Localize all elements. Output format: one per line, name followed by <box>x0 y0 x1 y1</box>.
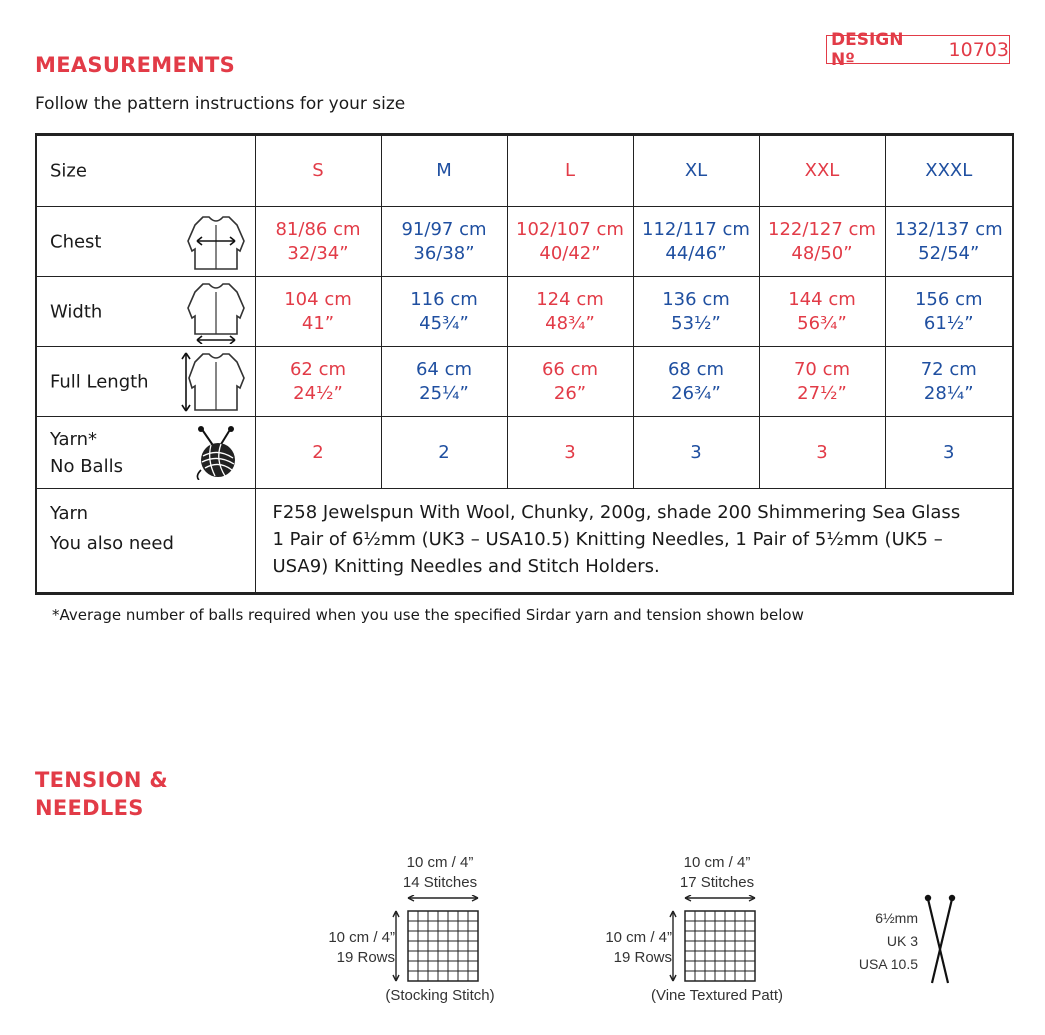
size-label: Size <box>50 160 87 182</box>
subtitle: Follow the pattern instructions for your size <box>35 94 406 114</box>
chest-row <box>36 207 1013 277</box>
needle-size-labels: 6½mm UK 3 USA 10.5 <box>858 910 918 972</box>
length-cell: 72 cm 28¼” <box>885 347 1013 417</box>
swatch1-height-labels: 10 cm / 4” 19 Rows <box>328 929 395 966</box>
yarn-label: Yarn <box>50 503 89 524</box>
width-cell: 124 cm 48¾” <box>507 277 633 347</box>
balls-label: Yarn* No Balls <box>50 428 123 477</box>
width-cell: 104 cm 41” <box>255 277 381 347</box>
chest-label-cell <box>36 207 255 277</box>
measurements-title: MEASUREMENTS <box>35 53 236 77</box>
balls-cell: 3 <box>633 417 759 489</box>
swatch2-width-labels: 10 cm / 4” 17 Stitches <box>679 854 755 891</box>
needles-line: 1 Pair of 6½mm (UK3 – USA10.5) Knitting Needles, 1 Pair of 5½mm (UK5 – <box>272 529 943 550</box>
length-cell: 68 cm 26¾” <box>633 347 759 417</box>
balls-cell: 2 <box>381 417 507 489</box>
balls-cell: 3 <box>885 417 1013 489</box>
size-header: M <box>381 135 507 207</box>
width-label-cell <box>36 277 255 347</box>
width-garment-icon <box>185 280 247 344</box>
chest-cell: 91/97 cm 36/38” <box>381 207 507 277</box>
swatch2-caption: (Vine Textured Patt) <box>650 987 784 1004</box>
balls-row <box>36 417 1013 489</box>
yarn-row <box>36 489 1013 594</box>
size-header: XL <box>633 135 759 207</box>
yarn-ball-icon <box>193 426 243 480</box>
swatch1-caption: (Stocking Stitch) <box>385 987 495 1004</box>
width-cell: 136 cm 53½” <box>633 277 759 347</box>
chest-garment-icon <box>185 211 247 273</box>
length-cell: 70 cm 27½” <box>759 347 885 417</box>
design-label: DESIGN Nº <box>831 29 904 70</box>
balls-cell: 2 <box>255 417 381 489</box>
row-label: Width <box>50 301 103 322</box>
length-cell: 66 cm 26” <box>507 347 633 417</box>
design-number-box <box>826 29 1010 70</box>
length-garment-icon <box>181 350 247 414</box>
needles-line: USA9) Knitting Needles and Stitch Holders. <box>272 556 660 577</box>
also-need-label: You also need <box>50 533 174 554</box>
size-header: S <box>255 135 381 207</box>
length-label-cell <box>36 347 255 417</box>
length-row <box>36 347 1013 417</box>
yarn-label-cell <box>36 489 255 594</box>
size-header: L <box>507 135 633 207</box>
width-cell: 156 cm 61½” <box>885 277 1013 347</box>
measurements-table <box>35 133 1014 595</box>
yarn-line: F258 Jewelspun With Wool, Chunky, 200g, shade 200 Shimmering Sea Glass <box>272 502 961 523</box>
tension-title: TENSION & NEEDLES <box>35 768 168 820</box>
swatch2-height-labels: 10 cm / 4” 19 Rows <box>605 929 672 966</box>
chest-cell: 122/127 cm 48/50” <box>759 207 885 277</box>
size-header: XXL <box>759 135 885 207</box>
balls-cell: 3 <box>507 417 633 489</box>
size-header: XXXL <box>885 135 1013 207</box>
swatch1-grid-icon <box>390 895 482 985</box>
balls-cell: 3 <box>759 417 885 489</box>
swatch1-width-labels: 10 cm / 4” 14 Stitches <box>402 854 478 891</box>
width-cell: 116 cm 45¾” <box>381 277 507 347</box>
balls-label-cell <box>36 417 255 489</box>
swatch2-grid-icon <box>667 895 759 985</box>
yarn-details-cell <box>255 489 1013 594</box>
chest-cell: 102/107 cm 40/42” <box>507 207 633 277</box>
width-row <box>36 277 1013 347</box>
length-cell: 64 cm 25¼” <box>381 347 507 417</box>
length-cell: 62 cm 24½” <box>255 347 381 417</box>
knitting-needles-icon <box>922 893 958 987</box>
row-label: Chest <box>50 231 102 252</box>
chest-cell: 112/117 cm 44/46” <box>633 207 759 277</box>
width-cell: 144 cm 56¾” <box>759 277 885 347</box>
size-row <box>36 135 1013 207</box>
row-label: Full Length <box>50 371 149 392</box>
chest-cell: 81/86 cm 32/34” <box>255 207 381 277</box>
design-number: 10703 <box>948 38 1009 61</box>
chest-cell: 132/137 cm 52/54” <box>885 207 1013 277</box>
size-label-cell <box>36 135 255 207</box>
footnote: *Average number of balls required when you use the specified Sirdar yarn and tension shown below <box>52 606 804 624</box>
